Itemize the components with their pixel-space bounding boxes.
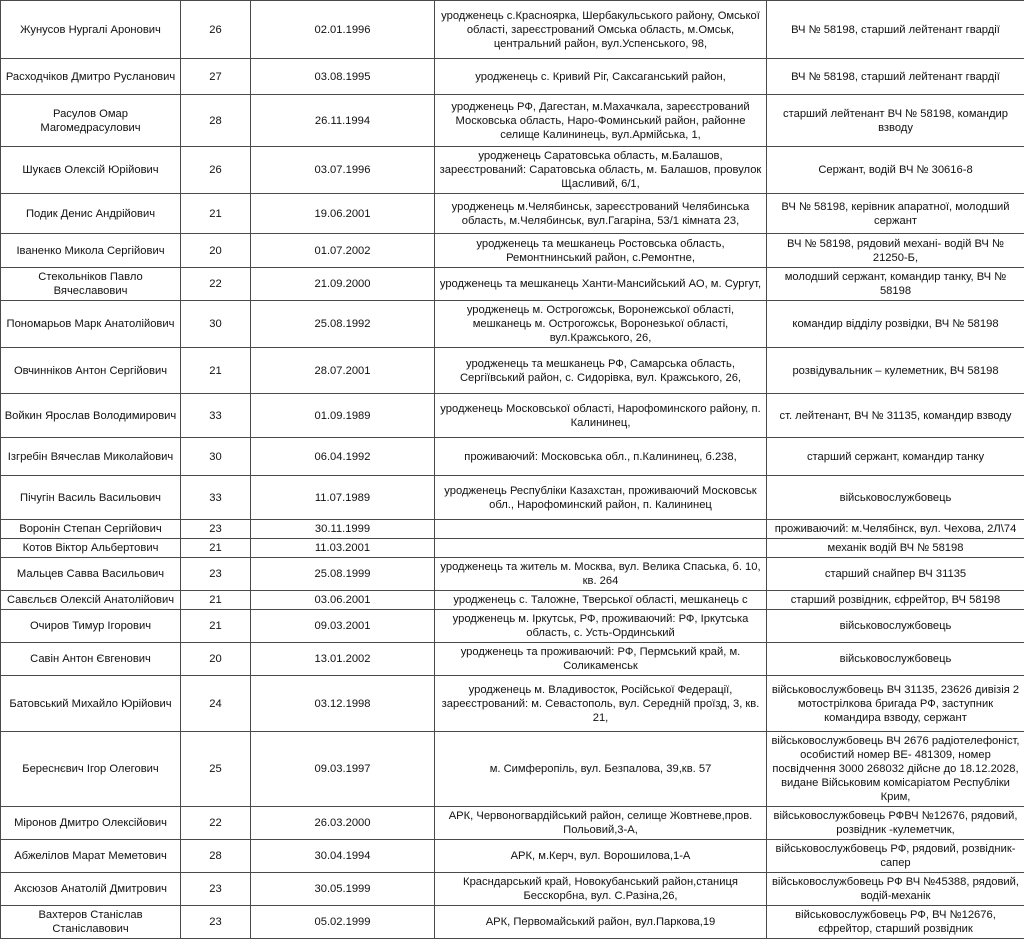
table-row (1, 194, 1024, 234)
person-unit-cell: військовослужбовець (767, 476, 1024, 520)
person-age-cell: 23 (181, 873, 251, 906)
table-row (1, 95, 1024, 147)
table-row (1, 438, 1024, 476)
person-age-cell: 21 (181, 348, 251, 394)
person-unit-cell: старший снайпер ВЧ 31135 (767, 558, 1024, 591)
table-row (1, 234, 1024, 268)
person-name-cell: Батовський Михайло Юрійович (1, 676, 181, 732)
person-age-cell: 23 (181, 520, 251, 539)
person-age-cell: 22 (181, 268, 251, 301)
person-origin-cell: проживаючий: Московська обл., п.Калининец, б.238, (435, 438, 767, 476)
table-row (1, 732, 1024, 807)
person-age-cell: 26 (181, 147, 251, 194)
table-row (1, 147, 1024, 194)
person-origin-cell: м. Симферопіль, вул. Безпалова, 39,кв. 57 (435, 732, 767, 807)
table-row (1, 520, 1024, 539)
person-unit-cell: військовослужбовець ВЧ 31135, 23626 дивізія 2 мотострілкова бригада РФ, заступник командира взводу, сержант (767, 676, 1024, 732)
table-row (1, 348, 1024, 394)
person-dob-cell: 03.07.1996 (251, 147, 435, 194)
person-dob-cell: 01.07.2002 (251, 234, 435, 268)
table-row (1, 873, 1024, 906)
person-dob-cell: 11.03.2001 (251, 539, 435, 558)
person-name-cell: Очиров Тимур Ігорович (1, 610, 181, 643)
person-age-cell: 21 (181, 591, 251, 610)
person-dob-cell: 05.02.1999 (251, 906, 435, 939)
person-origin-cell: АРК, м.Керч, вул. Ворошилова,1-А (435, 840, 767, 873)
person-age-cell: 33 (181, 394, 251, 438)
person-name-cell: Котов Віктор Альбертович (1, 539, 181, 558)
table-row (1, 610, 1024, 643)
person-age-cell: 23 (181, 558, 251, 591)
person-name-cell: Вахтеров Станіслав Станіславович (1, 906, 181, 939)
person-unit-cell: старший розвідник, єфрейтор, ВЧ 58198 (767, 591, 1024, 610)
person-unit-cell: ВЧ № 58198, рядовий механі- водій ВЧ № 21250-Б, (767, 234, 1024, 268)
person-origin-cell (435, 520, 767, 539)
table-row (1, 840, 1024, 873)
person-age-cell: 23 (181, 906, 251, 939)
person-name-cell: Міронов Дмитро Олексійович (1, 807, 181, 840)
person-age-cell: 24 (181, 676, 251, 732)
person-name-cell: Абжелілов Марат Меметович (1, 840, 181, 873)
person-origin-cell (435, 539, 767, 558)
person-age-cell: 21 (181, 610, 251, 643)
person-age-cell: 33 (181, 476, 251, 520)
person-origin-cell: уродженець та мешканець Ханти-Мансийський АО, м. Сургут, (435, 268, 767, 301)
person-origin-cell: АРК, Первомайський район, вул.Паркова,19 (435, 906, 767, 939)
person-origin-cell: уродженець РФ, Дагестан, м.Махачкала, зареєстрований Московська область, Наро-Фоминський район, районне селище Калининець, вул.Армійська, 1, (435, 95, 767, 147)
person-name-cell: Савєльєв Олексій Анатолійович (1, 591, 181, 610)
person-origin-cell: уродженець та мешканець Ростовська область, Ремонтнинський район, с.Ремонтне, (435, 234, 767, 268)
person-origin-cell: уродженець м. Острогожськ, Воронежської області, мешканець м. Острогожськ, Воронезької області, вул.Кражського, 26, (435, 301, 767, 348)
person-age-cell: 21 (181, 539, 251, 558)
person-name-cell: Подик Денис Андрійович (1, 194, 181, 234)
person-dob-cell: 30.04.1994 (251, 840, 435, 873)
person-unit-cell: військовослужбовець РФ ВЧ №45388, рядовий, водій-механік (767, 873, 1024, 906)
table-row (1, 539, 1024, 558)
person-name-cell: Пономарьов Марк Анатолійович (1, 301, 181, 348)
person-origin-cell: уродженець с.Красноярка, Шербакульського району, Омської області, зареєстрований Омська область, м.Омськ, центральний район, вул.Успенського, 98, (435, 1, 767, 59)
person-unit-cell: військовослужбовець ВЧ 2676 радіотелефоніст, особистий номер ВЕ- 481309, номер посвідчення 3000 268032 дійсне до 18.12.2028, видане Військовим комісаріатом Республіки Крим, (767, 732, 1024, 807)
table-row (1, 676, 1024, 732)
person-dob-cell: 02.01.1996 (251, 1, 435, 59)
person-dob-cell: 01.09.1989 (251, 394, 435, 438)
table-row (1, 476, 1024, 520)
person-dob-cell: 26.11.1994 (251, 95, 435, 147)
person-name-cell: Овчинніков Антон Сергійович (1, 348, 181, 394)
person-dob-cell: 25.08.1999 (251, 558, 435, 591)
person-name-cell: Воронін Степан Сергійович (1, 520, 181, 539)
person-age-cell: 28 (181, 95, 251, 147)
person-origin-cell: уродженець м.Челябинськ, зареєстрований Челябинська область, м.Челябинськ, вул.Гагаріна, 53/1 кімната 23, (435, 194, 767, 234)
table-row (1, 59, 1024, 95)
person-unit-cell: старший сержант, командир танку (767, 438, 1024, 476)
person-dob-cell: 09.03.2001 (251, 610, 435, 643)
person-dob-cell: 21.09.2000 (251, 268, 435, 301)
person-unit-cell: командир відділу розвідки, ВЧ № 58198 (767, 301, 1024, 348)
person-age-cell: 30 (181, 301, 251, 348)
person-origin-cell: уродженець м. Іркутськ, РФ, проживаючий: РФ, Іркутська область, с. Усть-Ординський (435, 610, 767, 643)
persons-table-body (1, 1, 1024, 939)
person-unit-cell: військовослужбовець РФВЧ №12676, рядовий, розвідник -кулеметчик, (767, 807, 1024, 840)
table-row (1, 268, 1024, 301)
person-origin-cell: АРК, Червоногвардійський район, селище Жовтневе,пров. Польовий,3-А, (435, 807, 767, 840)
person-dob-cell: 03.12.1998 (251, 676, 435, 732)
person-unit-cell: проживаючий: м.Челябінск, вул. Чехова, 2Л\74 (767, 520, 1024, 539)
person-unit-cell: молодший сержант, командир танку, ВЧ № 58198 (767, 268, 1024, 301)
person-unit-cell: розвідувальник – кулеметник, ВЧ 58198 (767, 348, 1024, 394)
person-unit-cell: ВЧ № 58198, старший лейтенант гвардії (767, 59, 1024, 95)
person-dob-cell: 26.03.2000 (251, 807, 435, 840)
person-age-cell: 20 (181, 643, 251, 676)
person-dob-cell: 06.04.1992 (251, 438, 435, 476)
person-origin-cell: уродженець та мешканець РФ, Самарська область, Сергіївський район, с. Сидорівка, вул. Кражського, 26, (435, 348, 767, 394)
person-origin-cell: уродженець та проживаючий: РФ, Пермський край, м. Соликаменськ (435, 643, 767, 676)
table-row (1, 558, 1024, 591)
person-dob-cell: 30.05.1999 (251, 873, 435, 906)
person-unit-cell: старший лейтенант ВЧ № 58198, командир взводу (767, 95, 1024, 147)
person-age-cell: 26 (181, 1, 251, 59)
person-dob-cell: 03.06.2001 (251, 591, 435, 610)
person-age-cell: 21 (181, 194, 251, 234)
person-unit-cell: ст. лейтенант, ВЧ № 31135, командир взводу (767, 394, 1024, 438)
person-dob-cell: 25.08.1992 (251, 301, 435, 348)
person-unit-cell: військовослужбовець (767, 643, 1024, 676)
person-name-cell: Жунусов Нургалі Аронович (1, 1, 181, 59)
table-row (1, 807, 1024, 840)
person-dob-cell: 03.08.1995 (251, 59, 435, 95)
person-origin-cell: уродженець Республіки Казахстан, проживаючий Московськ обл., Нарофоминский район, п. Калининец (435, 476, 767, 520)
person-dob-cell: 30.11.1999 (251, 520, 435, 539)
person-origin-cell: уродженець с. Кривий Ріг, Саксаганський район, (435, 59, 767, 95)
person-name-cell: Стекольніков Павло Вячеславович (1, 268, 181, 301)
table-row (1, 906, 1024, 939)
person-age-cell: 28 (181, 840, 251, 873)
person-name-cell: Мальцев Савва Васильович (1, 558, 181, 591)
person-dob-cell: 11.07.1989 (251, 476, 435, 520)
table-row (1, 643, 1024, 676)
person-unit-cell: військовослужбовець РФ, рядовий, розвідник-сапер (767, 840, 1024, 873)
person-unit-cell: Сержант, водій ВЧ № 30616-8 (767, 147, 1024, 194)
person-age-cell: 22 (181, 807, 251, 840)
person-dob-cell: 19.06.2001 (251, 194, 435, 234)
table-row (1, 394, 1024, 438)
person-name-cell: Расходчіков Дмитро Русланович (1, 59, 181, 95)
person-origin-cell: уродженець с. Таложне, Тверської області, мешканець с (435, 591, 767, 610)
person-name-cell: Береснєвич Ігор Олегович (1, 732, 181, 807)
person-dob-cell: 09.03.1997 (251, 732, 435, 807)
person-origin-cell: уродженець Московської області, Нарофоминского району, п. Калининец, (435, 394, 767, 438)
person-origin-cell: Красндарський край, Новокубанський район,станиця Бесскорбна, вул. С.Разіна,26, (435, 873, 767, 906)
person-unit-cell: ВЧ № 58198, старший лейтенант гвардії (767, 1, 1024, 59)
person-name-cell: Шукаєв Олексій Юрійович (1, 147, 181, 194)
person-name-cell: Пічугін Василь Васильович (1, 476, 181, 520)
person-name-cell: Расулов Омар Магомедрасулович (1, 95, 181, 147)
person-unit-cell: механік водій ВЧ № 58198 (767, 539, 1024, 558)
table-row (1, 591, 1024, 610)
table-row (1, 301, 1024, 348)
person-origin-cell: уродженець Саратовська область, м.Балашов, зареєстрований: Саратовська область, м. Балашов, провулок Щасливий, 6/1, (435, 147, 767, 194)
person-unit-cell: ВЧ № 58198, керівник апаратної, молодший сержант (767, 194, 1024, 234)
table-row (1, 1, 1024, 59)
person-age-cell: 27 (181, 59, 251, 95)
person-name-cell: Іваненко Микола Сергійович (1, 234, 181, 268)
person-unit-cell: військовослужбовець (767, 610, 1024, 643)
person-dob-cell: 28.07.2001 (251, 348, 435, 394)
person-unit-cell: військовослужбовець РФ, ВЧ №12676, єфрейтор, старший розвідник (767, 906, 1024, 939)
person-name-cell: Ізгребін Вячеслав Миколайович (1, 438, 181, 476)
person-name-cell: Аксюзов Анатолій Дмитрович (1, 873, 181, 906)
person-age-cell: 30 (181, 438, 251, 476)
person-dob-cell: 13.01.2002 (251, 643, 435, 676)
person-name-cell: Савін Антон Євгенович (1, 643, 181, 676)
person-age-cell: 20 (181, 234, 251, 268)
person-origin-cell: уродженець та житель м. Москва, вул. Велика Спаська, б. 10, кв. 264 (435, 558, 767, 591)
person-name-cell: Войкин Ярослав Володимирович (1, 394, 181, 438)
person-age-cell: 25 (181, 732, 251, 807)
person-origin-cell: уродженець м. Владивосток, Російської Федерації, зареєстрований: м. Севастополь, вул. Середній проїзд, 3, кв. 21, (435, 676, 767, 732)
